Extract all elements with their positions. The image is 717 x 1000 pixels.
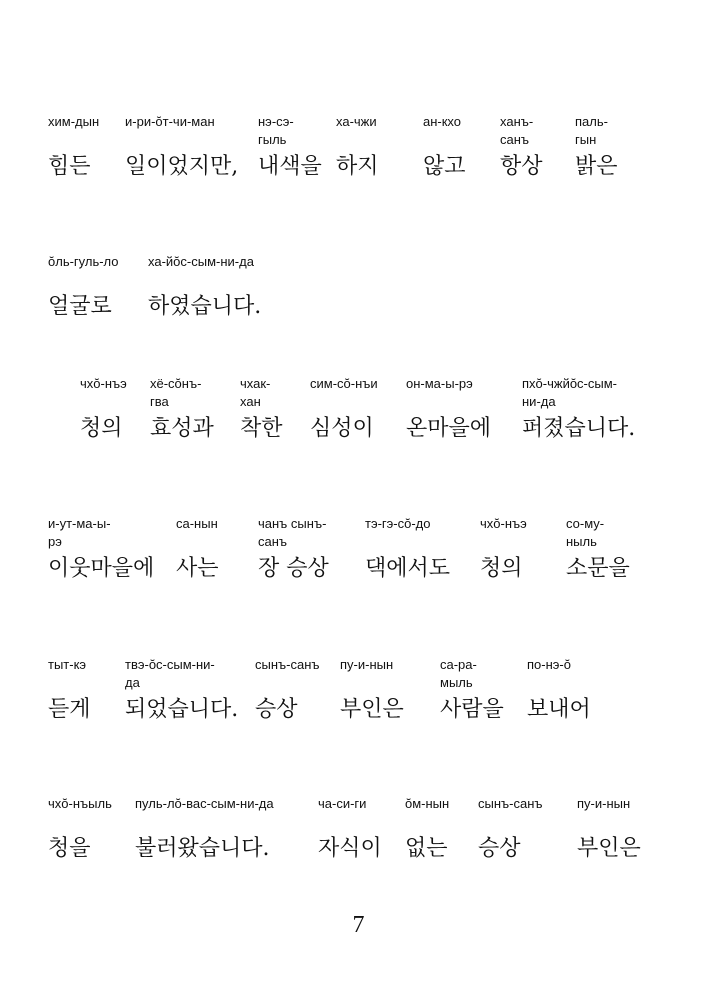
word-pair [527,656,591,722]
transcription: чанъ сынъ- санъ [258,516,327,549]
word-pair [125,113,239,179]
transcription: ан-кхо [423,114,462,129]
transcription: чхŏ-нъэ [80,376,127,391]
korean-word: 되었습니다. [125,697,239,722]
korean-word: 하지 [336,154,379,179]
word-pair [48,113,100,179]
text-line [0,113,717,193]
korean-word: 소문을 [566,556,630,581]
korean-word: 사는 [176,556,219,581]
korean-word: 장 승상 [258,556,329,581]
word-pair [48,253,119,319]
transcription: ханъ- санъ [500,114,534,147]
korean-word: 듣게 [48,697,91,722]
korean-word: 사람을 [440,697,504,722]
transcription: чхак- хан [240,376,271,409]
korean-word: 승상 [255,697,298,722]
word-pair [406,375,492,441]
text-line [0,656,717,736]
transcription: ча-си-ги [318,796,367,811]
korean-word: 일이었지만, [125,154,239,179]
korean-word: 내색을 [258,154,322,179]
transcription: ха-йŏс-сым-ни-да [148,254,254,269]
korean-word: 얼굴로 [48,294,112,319]
word-pair [405,795,450,861]
transcription: по-нэ-ŏ [527,657,571,672]
word-pair [148,253,262,319]
word-pair [258,515,329,581]
text-line [0,375,717,455]
korean-word: 청을 [48,836,91,861]
text-line [0,515,717,595]
transcription: он-ма-ы-рэ [406,376,473,391]
korean-word: 댁에서도 [365,556,451,581]
word-pair [150,375,214,441]
korean-word: 효성과 [150,416,214,441]
page-number: 7 [352,912,365,938]
word-pair [135,795,274,861]
korean-word: 부인은 [577,836,641,861]
korean-word: 항상 [500,154,543,179]
word-pair [255,656,320,722]
transcription: хё-сŏнъ- гва [150,376,202,409]
korean-word: 없는 [405,836,448,861]
korean-word: 불러왔습니다. [135,836,270,861]
word-pair [478,795,543,861]
word-pair [48,515,155,581]
korean-word: 착한 [240,416,283,441]
korean-word: 청의 [480,556,523,581]
transcription: со-му- ныль [566,516,605,549]
word-pair [310,375,378,441]
korean-word: 부인은 [340,697,404,722]
korean-word: 퍼졌습니다. [522,416,636,441]
transcription: тэ-гэ-сŏ-до [365,516,431,531]
text-line [0,795,717,875]
korean-word: 이웃마을에 [48,556,155,581]
word-pair [340,656,404,722]
word-pair [48,795,112,861]
word-pair [318,795,382,861]
transcription: ŏль-гуль-ло [48,254,119,269]
word-pair [423,113,466,179]
word-pair [125,656,239,722]
transcription: сынъ-санъ [478,796,543,811]
korean-word: 않고 [423,154,466,179]
transcription: нэ-сэ- гыль [258,114,294,147]
korean-word: 승상 [478,836,521,861]
transcription: пхŏ-чжйŏс-сым- ни-да [522,376,617,409]
word-pair [577,795,641,861]
transcription: хим-дын [48,114,100,129]
transcription: са-ра- мыль [440,657,477,690]
transcription: пу-и-нын [577,796,631,811]
word-pair [48,656,91,722]
word-pair [240,375,283,441]
korean-word: 하였습니다. [148,294,262,319]
word-pair [500,113,543,179]
transcription: пуль-лŏ-вас-сым-ни-да [135,796,274,811]
text-line [0,253,717,333]
transcription: ха-чжи [336,114,377,129]
korean-word: 심성이 [310,416,374,441]
word-pair [365,515,451,581]
transcription: сим-сŏ-нъи [310,376,378,391]
word-pair [258,113,322,179]
transcription: твэ-ŏс-сым-ни- да [125,657,215,690]
transcription: ŏм-нын [405,796,450,811]
transcription: са-нын [176,516,218,531]
transcription: сынъ-санъ [255,657,320,672]
transcription: пу-и-нын [340,657,394,672]
transcription: чхŏ-нъэ [480,516,527,531]
word-pair [440,656,504,722]
transcription: и-ут-ма-ы- рэ [48,516,111,549]
word-pair [566,515,630,581]
word-pair [575,113,618,179]
word-pair [336,113,379,179]
word-pair [480,515,527,581]
transcription: тыт-кэ [48,657,87,672]
korean-word: 청의 [80,416,123,441]
korean-word: 밝은 [575,154,618,179]
word-pair [80,375,127,441]
word-pair [522,375,636,441]
korean-word: 자식이 [318,836,382,861]
transcription: чхŏ-нъыль [48,796,112,811]
transcription: и-ри-ŏт-чи-ман [125,114,215,129]
word-pair [176,515,219,581]
korean-word: 온마을에 [406,416,492,441]
korean-word: 힘든 [48,154,91,179]
korean-word: 보내어 [527,697,591,722]
transcription: паль- гын [575,114,608,147]
